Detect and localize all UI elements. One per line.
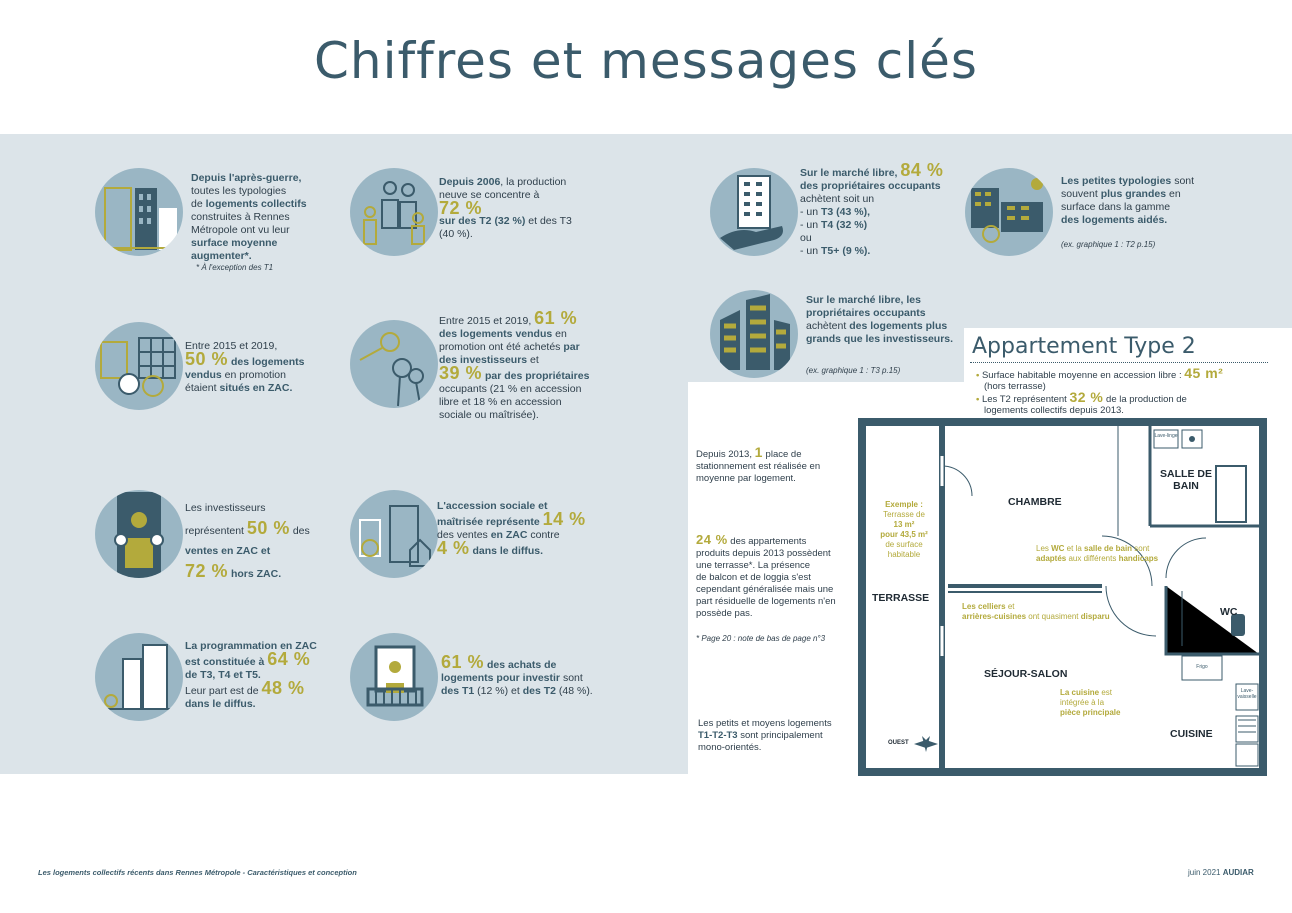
location-buildings-icon <box>965 168 1053 256</box>
compass-label: OUEST <box>888 740 909 746</box>
b5-text: Les investisseurs représentent 50 % des ventes en ZAC et 72 % hors ZAC. <box>185 502 310 581</box>
towers-icon <box>710 290 798 378</box>
b2-text: Depuis 2006, la production neuve se concentre à 72 % sur des T2 (32 %) et des T3 (40 %). <box>439 176 572 240</box>
terrace-example: Exemple : Terrasse de 13 m² pour 43,5 m² de surface habitable <box>880 500 928 559</box>
apartment-bullets: • Surface habitable moyenne en accession libre : 45 m² (hors terrasse) • Les T2 représentent 32 % de la production de logements collectifs depuis 2013. <box>976 365 1224 416</box>
cuisine-note: La cuisine est intégrée à la pièce principale <box>1060 688 1121 717</box>
b6-text: L'accession sociale et maîtrisée représente 14 % des ventes en ZAC contre 4 % dans le diffus. <box>437 500 586 558</box>
investors-icon <box>95 490 183 578</box>
footer-brand: juin 2021 AUDIAR <box>1188 868 1254 877</box>
apartment-title: Appartement Type 2 <box>972 334 1196 359</box>
b4-text: Entre 2015 et 2019, 61 % des logements vendus en promotion ont été achetés par des investisseurs et 39 % par des propriétaires occupants (21 % en accession libre et 18 % en accession sociale ou maîtrisée). <box>439 308 590 421</box>
page-title: Chiffres et messages clés <box>314 32 978 90</box>
footer-source: Les logements collectifs récents dans Rennes Métropole - Caractéristiques et conception <box>38 868 357 877</box>
r2-text: Les petites typologies sont souvent plus grandes en surface dans la gamme des logements aidés. <box>1061 175 1195 226</box>
room-salle-de-bain: SALLE DE BAIN <box>1160 468 1212 492</box>
r1-text: Sur le marché libre, 84 % des propriétaires occupants achètent soit un - un T3 (43 %), - un T4 (32 %) ou - un T5+ (9 %). <box>800 160 944 257</box>
b7-text: La programmation en ZAC est constituée à 64 % de T3, T4 et T5. Leur part est de 48 % dans le diffus. <box>185 640 317 710</box>
frigo-label: Frigo <box>1196 664 1208 670</box>
social-housing-icon <box>350 490 438 578</box>
zac-buildings-icon <box>95 322 183 410</box>
hand-building-icon <box>710 168 798 256</box>
zac-program-icon <box>95 633 183 721</box>
room-cuisine: CUISINE <box>1170 728 1213 740</box>
lave-vaisselle-label: Lave-vaisselle <box>1237 688 1257 700</box>
terrace-footnote: * Page 20 : note de bas de page n°3 <box>696 634 826 643</box>
terrace-note: 24 % des appartements produits depuis 2013 possèdent une terrasse*. La présence de balcon et de loggia s'est cependant généralisée mais une part résiduelle de logements n'en possède pas. <box>696 532 836 619</box>
family-icon <box>350 168 438 256</box>
r2-note: (ex. graphique 1 : T2 p.15) <box>1061 240 1156 249</box>
keys-icon <box>350 320 438 408</box>
wc-adapted-note: Les WC et la salle de bain sont adaptés aux différents handicaps <box>1036 544 1159 563</box>
room-wc: WC <box>1220 606 1238 618</box>
cellier-note: Les celliers et arrières-cuisines ont quasiment disparu <box>962 602 1110 621</box>
room-chambre: CHAMBRE <box>1008 496 1062 508</box>
b8-text: 61 % des achats de logements pour investir sont des T1 (12 %) et des T2 (48 %). <box>441 652 593 697</box>
room-sejour: SÉJOUR-SALON <box>984 668 1068 680</box>
orientation-note: Les petits et moyens logements T1-T2-T3 sont principalement mono-orientés. <box>698 718 832 753</box>
floor-plan <box>858 418 1267 776</box>
r3-note: (ex. graphique 1 : T3 p.15) <box>806 366 901 375</box>
room-terrasse: TERRASSE <box>872 592 930 604</box>
title-divider <box>970 362 1268 363</box>
b1-text: Depuis l'après-guerre, toutes les typologies de logements collectifs construites à Rennes Métropole ont vu leur surface moyenne augmenter*. <box>191 172 307 262</box>
parking-note: Depuis 2013, 1 place de stationnement est réalisée en moyenne par logement. <box>696 444 821 484</box>
buildings-icon <box>95 168 183 256</box>
r3-text: Sur le marché libre, les propriétaires occupants achètent des logements plus grands que les investisseurs. <box>806 294 954 345</box>
b3-text: Entre 2015 et 2019, 50 % des logements vendus en promotion étaient situés en ZAC. <box>185 340 305 394</box>
balcony-icon <box>350 633 438 721</box>
b1-note: * À l'exception des T1 <box>196 263 274 272</box>
lave-linge-label: Lave-linge <box>1154 433 1178 439</box>
